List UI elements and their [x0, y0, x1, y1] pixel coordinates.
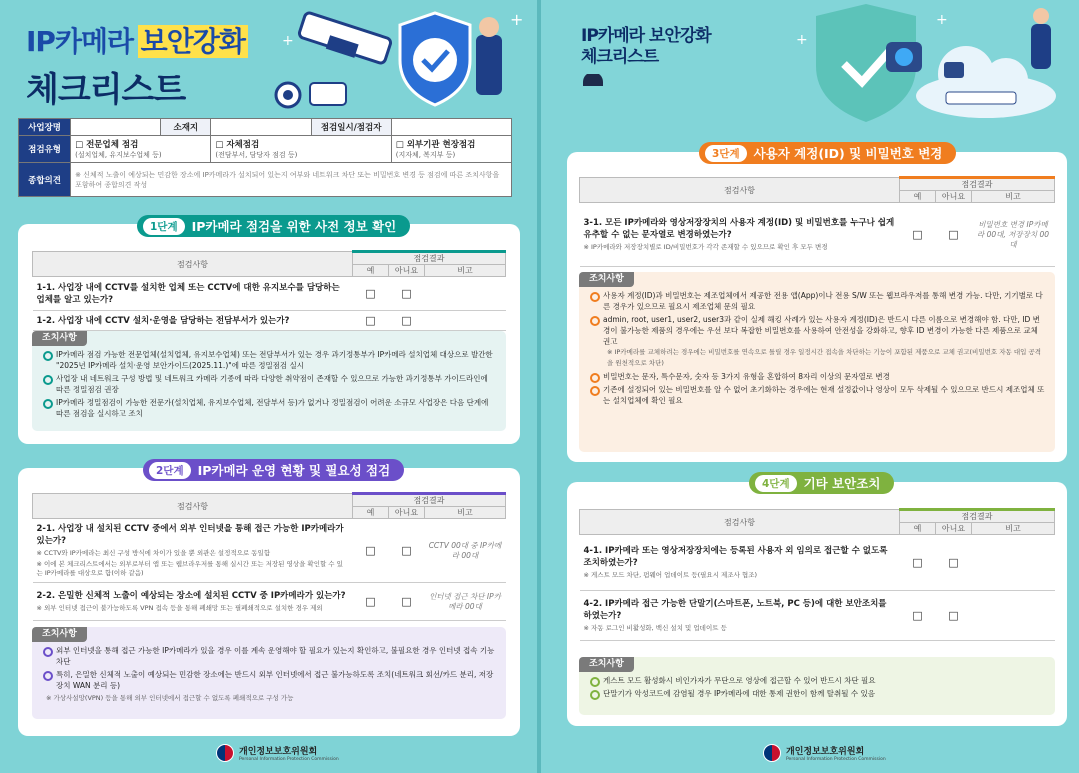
- stage3-actions: 조치사항 사용자 계정(ID)과 비밀번호는 제조업체에서 제공한 전용 앱(App)이나 전용 S/W 또는 웹브라우저를 통해 변경 가능. 다만, 기기별로 다른 경우가 있으므로 필요시 제조업체 문의 필요 admin, root, user1, user2, user3과 같이 실제 해킹 사례가 있는 사용자 계정(ID)은 반드시 다른 이름으로 변경해야 함. 다만, ID 변경이 불가능한 제품의 경우에는 우선 보다 복잡한 비밀번호를 사용하여 안전성을 강화하고, 향후 ID 변경이 가능한 다른 제품으로 교체 권고 ※ IP카메라를 교체하려는 경우에는 비밀번호를 연속으로 틀릴 경우 일정시간 접속을 차단하는 기능이 포함된 제품으로 교체 권고(비밀번호 자동 대입 공격을 원천적으로 차단) 비밀번호는 문자, 특수문자, 숫자 등 3가지 유형을 혼합하여 8자리 이상의 문자열로 변경 기존에 설정되어 있는 비밀번호를 알 수 없어 초기화하는 경우에는 현재 설정값이나 영상이 모두 삭제될 수 있으므로 반드시 제조업체 또는 설치업체에 확인 필요: [579, 272, 1055, 452]
- table-row: 1-1. 사업장 내에 CCTV를 설치한 업체 또는 CCTV에 대한 유지보수를 담당하는 업체를 알고 있는가? □ □: [33, 277, 506, 311]
- opinion-field[interactable]: ※ 신체적 노출이 예상되는 민감한 장소에 IP카메라가 설치되어 있는지 여부와 네트워크 차단 또는 비밀번호 변경 등 점검에 따른 조치사항을 포함하여 종합의견 작성: [71, 163, 512, 197]
- checkbox-yes[interactable]: □: [900, 203, 936, 267]
- stage3-pill: 3단계 사용자 계정(ID) 및 비밀번호 변경: [699, 142, 956, 164]
- list-item: IP카메라 점검 가능한 전문업체(설치업체, 유지보수업체) 또는 전담부서가 있는 경우 과기정통부가 IP카메라 설치업체 대상으로 발간한 "2025년 IP카메라 설치·운영 보안가이드(2025.11.)"에 따른 정밀점검 실시: [42, 349, 496, 371]
- info-table: [18, 118, 512, 197]
- list-item: 단말기가 악성코드에 감염될 경우 IP카메라에 대한 통제 권한이 함께 탈취될 수 있음: [589, 688, 1045, 699]
- stage1-actions: 조치사항 IP카메라 점검 가능한 전문업체(설치업체, 유지보수업체) 또는 전담부서가 있는 경우 과기정통부가 IP카메라 설치업체 대상으로 발간한 "2025년 IP카메라 설치·운영 보안가이드(2025.11.)"에 따른 정밀점검 실시 사업장 내 네트워크 구성 방법 및 네트워크 카메라 기종에 따라 다양한 취약점이 존재할 수 있으므로 가능한 과기정통부 가이드라인에 따른 정밀점검 권장 IP카메라 정밀점검이 가능한 전문가(설치업체, 유지보수업체, 전담부서 등)가 없거나 정밀점검이 어려운 소규모 사업장은 다음 단계에 따른 점검을 실시하고 조치: [32, 331, 506, 431]
- info-label-opinion: 종합의견: [19, 163, 71, 197]
- stage1-pill: 1단계 IP카메라 점검을 위한 사전 정보 확인: [137, 215, 410, 237]
- pipc-logo: 개인정보보호위원회 Personal Information Protection Commission: [763, 744, 886, 762]
- table-row: 2-2. 은밀한 신체적 노출이 예상되는 장소에 설치된 CCTV 중 IP카메라가 있는가? ※ 외부 인터넷 접근이 불가능하도록 VPN 접속 등을 통해 폐쇄망 또는 필폐쇄적으로 설치한 경우 제외 □ □ 인터넷 접근 차단 IP카메라 00대: [33, 583, 506, 621]
- shield-cloud-illustration: [786, 4, 1076, 124]
- table-row: 4-1. IP카메라 또는 영상저장장치에는 등록된 사용자 외 임의로 접근할 수 없도록 조치하였는가? ※ 게스트 모드 차단, 펌웨어 업데이트 등(필요시 제조사 협조) □ □: [580, 535, 1055, 591]
- checkbox-no[interactable]: □: [389, 519, 425, 583]
- checkbox-no[interactable]: □: [936, 591, 972, 641]
- note-field[interactable]: 인터넷 접근 차단 IP카메라 00대: [425, 583, 506, 621]
- checkbox-no[interactable]: □: [936, 535, 972, 591]
- security-camera-icon: [581, 74, 605, 94]
- location-field[interactable]: [211, 119, 311, 136]
- type-option-self[interactable]: □ 자체점검 (전담부서, 담당자 점검 등): [211, 136, 391, 163]
- list-item: admin, root, user1, user2, user3과 같이 실제 해킹 사례가 있는 사용자 계정(ID)은 반드시 다른 이름으로 변경해야 함. 다만, ID 변경이 불가능한 제품의 경우에는 우선 보다 복잡한 비밀번호를 사용하여 안전성을 강화하고, 향후 ID 변경이 가능한 다른 제품으로 교체 권고 ※ IP카메라를 교체하려는 경우에는 비밀번호를 연속으로 틀릴 경우 일정시간 접속을 차단하는 기능이 포함된 제품으로 교체 권고(비밀번호 자동 대입 공격을 원천적으로 차단): [589, 314, 1045, 369]
- stage4-pill: 4단계 기타 보안조치: [749, 472, 894, 494]
- list-item: 기존에 설정되어 있는 비밀번호를 알 수 없어 초기화하는 경우에는 현재 설정값이나 영상이 모두 삭제될 수 있으므로 반드시 제조업체 또는 설치업체에 확인 필요: [589, 384, 1045, 406]
- list-item: 사용자 계정(ID)과 비밀번호는 제조업체에서 제공한 전용 앱(App)이나 전용 S/W 또는 웹브라우저를 통해 변경 가능. 다만, 기기별로 다른 경우가 있으므로 필요시 제조업체 문의 필요: [589, 290, 1045, 312]
- stage2-table: 점검사항 점검결과 예 아니요 비고 2-1. 사업장 내 설치된 CCTV 중에서 외부 인터넷을 통해 접근 가능한 IP카메라가 있는가? ※ CCTV와 IP카메라는 최신 구성 방식에 차이가 있을 뿐 외관은 설정적으로 동일함 ※ 이에 본 체크리스트에서는 외부로부터 앱 또는 웹브라우저를 통해 실시간 또는 저장된 영상을 확인할 수 있는 IP카메라를 대상으로 함(이하 같음) □ □ CCTV 00대 중 IP카메라 00대 2-2. 은밀한 신체적 노출이 예상되는 장소에 설치된 CCTV 중 IP카메라가 있는가? ※ 외부 인터넷 접근이 불가능하도록 VPN 접속 등을 통해 폐쇄망 또는 필폐쇄적으로 설치한 경우 제외 □ □ 인터넷 접근 차단 IP카메라 00대: [32, 492, 506, 621]
- government-emblem-icon: [763, 744, 781, 762]
- business-name-field[interactable]: [71, 119, 161, 136]
- stage2-actions: 조치사항 외부 인터넷을 통해 접근 가능한 IP카메라가 있을 경우 이를 계속 운영해야 할 필요가 있는지 확인하고, 불필요한 경우 인터넷 접속 기능 차단 특히, 은밀한 신체적 노출이 예상되는 민감한 장소에는 반드시 외부 인터넷에서 접근 불가능하도록 조치(네트워크 회선/카드 분리, 저장장치 WAN 분리 등) ※ 가상사설망(VPN) 등을 통해 외부 인터넷에서 접근할 수 없도록 폐쇄적으로 구성 가능: [32, 627, 506, 719]
- type-option-external[interactable]: □ 외부기관 현장점검 (지자체, 복지부 등): [391, 136, 511, 163]
- list-item: 특히, 은밀한 신체적 노출이 예상되는 민감한 장소에는 반드시 외부 인터넷에서 접근 불가능하도록 조치(네트워크 회선/카드 분리, 저장장치 WAN 분리 등): [42, 669, 496, 691]
- checkbox-yes[interactable]: □: [353, 519, 389, 583]
- list-item: 게스트 모드 활성화시 비인가자가 무단으로 영상에 접근할 수 있어 반드시 차단 필요: [589, 675, 1045, 686]
- title-checklist: 체크리스트: [26, 70, 186, 110]
- checkbox-yes[interactable]: □: [353, 277, 389, 311]
- date-inspector-field[interactable]: [391, 119, 511, 136]
- list-item: IP카메라 정밀점검이 가능한 전문가(설치업체, 유지보수업체, 전담부서 등)가 없거나 정밀점검이 어려운 소규모 사업장은 다음 단계에 따른 점검을 실시하고 조치: [42, 397, 496, 419]
- info-label-type: 점검유형: [19, 136, 71, 163]
- table-row: 2-1. 사업장 내 설치된 CCTV 중에서 외부 인터넷을 통해 접근 가능한 IP카메라가 있는가? ※ CCTV와 IP카메라는 최신 구성 방식에 차이가 있을 뿐 외관은 설정적으로 동일함 ※ 이에 본 체크리스트에서는 외부로부터 앱 또는 웹브라우저를 통해 실시간 또는 저장된 영상을 확인할 수 있는 IP카메라를 대상으로 함(이하 같음) □ □ CCTV 00대 중 IP카메라 00대: [33, 519, 506, 583]
- checkbox-yes[interactable]: □: [900, 535, 936, 591]
- checkbox-no[interactable]: □: [389, 583, 425, 621]
- pipc-logo: 개인정보보호위원회 Personal Information Protection Commission: [216, 744, 339, 762]
- svg-text:+: +: [796, 32, 808, 48]
- info-label-location: 소재지: [161, 119, 211, 136]
- stage3-table: 점검사항 점검결과 예 아니요 비고 3-1. 모든 IP카메라와 영상저장장치의 사용자 계정(ID) 및 비밀번호를 누구나 쉽게 유추할 수 없는 문자열로 변경하였는가? ※ IP카메라와 저장장치별로 ID/비밀번호가 각각 존재할 수 있으므로 확인 후 모두 변경 □ □ 비밀번호 변경 IP카메라 00대, 저장장치 00대: [579, 176, 1055, 267]
- table-row: 4-2. IP카메라 접근 가능한 단말기(스마트폰, 노트북, PC 등)에 대한 보안조치를 하였는가? ※ 자동 로그인 비활성화, 백신 설치 및 업데이트 등 □ □: [580, 591, 1055, 641]
- info-label-date: 점검일시/점검자: [311, 119, 391, 136]
- security-camera-shield-illustration: [270, 5, 530, 117]
- stage2-pill: 2단계 IP카메라 운영 현황 및 필요성 점검: [143, 459, 404, 481]
- page-title: [26, 20, 248, 60]
- svg-text:+: +: [936, 12, 948, 28]
- page-title: IP카메라 보안강화 체크리스트: [581, 26, 711, 67]
- checkbox-no[interactable]: □: [389, 277, 425, 311]
- checkbox-yes[interactable]: □: [900, 591, 936, 641]
- list-item: 외부 인터넷을 통해 접근 가능한 IP카메라가 있을 경우 이를 계속 운영해야 할 필요가 있는지 확인하고, 불필요한 경우 인터넷 접속 기능 차단: [42, 645, 496, 667]
- table-row: 3-1. 모든 IP카메라와 영상저장장치의 사용자 계정(ID) 및 비밀번호를 누구나 쉽게 유추할 수 없는 문자열로 변경하였는가? ※ IP카메라와 저장장치별로 ID/비밀번호가 각각 존재할 수 있으므로 확인 후 모두 변경 □ □ 비밀번호 변경 IP카메라 00대, 저장장치 00대: [580, 203, 1055, 267]
- info-label-business: 사업장명: [19, 119, 71, 136]
- stage4-table: 점검사항 점검결과 예 아니요 비고 4-1. IP카메라 또는 영상저장장치에는 등록된 사용자 외 임의로 접근할 수 없도록 조치하였는가? ※ 게스트 모드 차단, 펌웨어 업데이트 등(필요시 제조사 협조) □ □ 4-2. IP카메라 접근 가능한 단말기(스마트폰, 노트북, PC 등)에 대한 보안조치를 하였는가? ※ 자동 로그인 비활성화, 백신 설치 및 업데이트 등 □ □: [579, 508, 1055, 641]
- list-item: 사업장 내 네트워크 구성 방법 및 네트워크 카메라 기종에 따라 다양한 취약점이 존재할 수 있으므로 가능한 과기정통부 가이드라인에 따른 정밀점검 권장: [42, 373, 496, 395]
- note-field[interactable]: CCTV 00대 중 IP카메라 00대: [425, 519, 506, 583]
- checkbox-yes[interactable]: □: [353, 311, 389, 331]
- checklist-page-1: [0, 0, 537, 773]
- table-row: 1-2. 사업장 내에 CCTV 설치·운영을 담당하는 전담부서가 있는가? □ □: [33, 311, 506, 331]
- stage1-table: 점검사항 점검결과 예 아니요 비고 1-1. 사업장 내에 CCTV를 설치한 업체 또는 CCTV에 대한 유지보수를 담당하는 업체를 알고 있는가? □ □ 1-2. 사업장 내에 CCTV 설치·운영을 담당하는 전담부서가 있는가? □ □: [32, 250, 506, 331]
- svg-text:+: +: [282, 33, 294, 49]
- checkbox-yes[interactable]: □: [353, 583, 389, 621]
- stage4-actions: 조치사항 게스트 모드 활성화시 비인가자가 무단으로 영상에 접근할 수 있어 반드시 차단 필요 단말기가 악성코드에 감염될 경우 IP카메라에 대한 통제 권한이 함께 탈취될 수 있음: [579, 657, 1055, 715]
- title-security: 보안강화: [138, 25, 248, 58]
- checkbox-no[interactable]: □: [936, 203, 972, 267]
- checklist-page-2: [541, 0, 1079, 773]
- government-emblem-icon: [216, 744, 234, 762]
- note-field[interactable]: 비밀번호 변경 IP카메라 00대, 저장장치 00대: [972, 203, 1055, 267]
- type-option-professional[interactable]: □ 전문업체 점검 (설치업체, 유지보수업체 등): [71, 136, 211, 163]
- svg-text:+: +: [510, 10, 524, 29]
- title-ipcamera: IP카메라: [26, 25, 134, 58]
- list-item: 비밀번호는 문자, 특수문자, 숫자 등 3가지 유형을 혼합하여 8자리 이상의 문자열로 변경: [589, 371, 1045, 382]
- checkbox-no[interactable]: □: [389, 311, 425, 331]
